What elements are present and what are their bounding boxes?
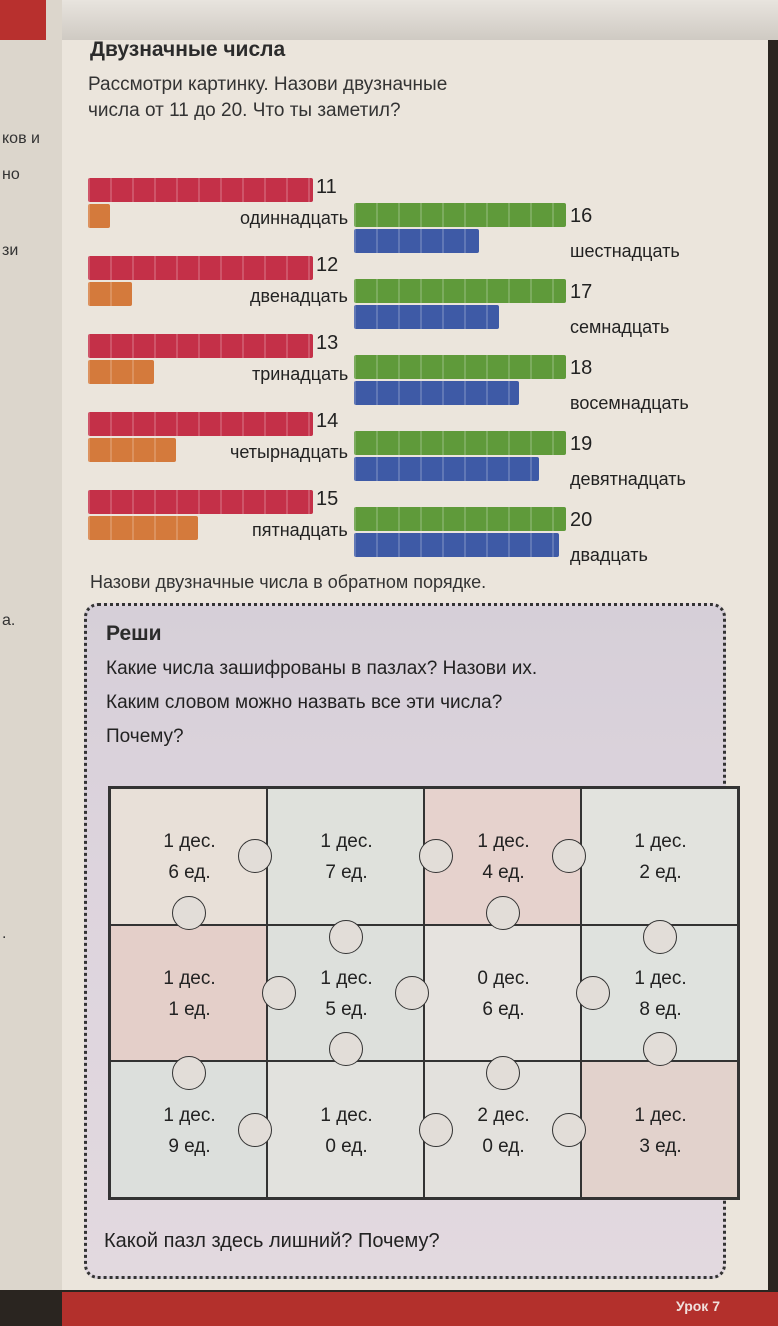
solve-line-1: Какие числа зашифрованы в пазлах? Назови их. <box>106 658 538 679</box>
puzzle-tens: 1 дес. <box>320 831 373 853</box>
number-word: семнадцать <box>570 317 670 337</box>
number-word: двенадцать <box>250 286 348 306</box>
number-label: 16 <box>570 205 593 227</box>
puzzle-value <box>606 963 716 1025</box>
left-fragment: . <box>2 925 7 942</box>
intro-line-2: числа от 11 до 20. Что ты заметил? <box>88 100 401 121</box>
tens-rod <box>88 256 313 280</box>
page-footer <box>62 1292 778 1326</box>
left-fragment: зи <box>2 242 19 259</box>
ones-rod <box>88 438 176 462</box>
top-edge <box>0 0 778 40</box>
puzzle-tens: 1 дес. <box>163 831 216 853</box>
tens-rod <box>354 507 566 531</box>
puzzle-tens: 1 дес. <box>477 831 530 853</box>
puzzle-value <box>449 963 559 1025</box>
number-label: 15 <box>316 488 339 510</box>
puzzle-knob <box>329 1032 363 1066</box>
ones-rod <box>354 305 499 329</box>
puzzle-grid <box>108 786 740 1200</box>
puzzle-ones: 5 ед. <box>325 998 368 1020</box>
puzzle-knob <box>552 1113 586 1147</box>
ones-rod <box>88 204 110 228</box>
puzzle-value <box>292 963 402 1025</box>
puzzle-knob <box>643 920 677 954</box>
puzzle-tens: 1 дес. <box>163 1104 216 1126</box>
number-label: 14 <box>316 410 339 432</box>
left-fragment: ков и <box>2 130 40 147</box>
number-word: пятнадцать <box>252 520 348 540</box>
puzzle-knob <box>486 1056 520 1090</box>
puzzle-piece <box>581 1061 738 1198</box>
number-word: девятнадцать <box>570 469 686 489</box>
ones-rod <box>354 457 539 481</box>
tens-rod <box>354 279 566 303</box>
puzzle-value <box>135 963 245 1025</box>
number-label: 18 <box>570 357 593 379</box>
puzzle-value <box>449 826 559 888</box>
puzzle-tens: 1 дес. <box>320 1104 373 1126</box>
puzzle-knob <box>329 920 363 954</box>
number-label: 11 <box>316 176 337 198</box>
page-title: Двузначные числа <box>90 38 286 61</box>
lesson-label: Урок 7 <box>676 1298 720 1314</box>
puzzle-ones: 8 ед. <box>639 998 682 1020</box>
puzzle-value <box>135 826 245 888</box>
puzzle-knob <box>172 896 206 930</box>
puzzle-piece <box>581 788 738 925</box>
number-word: двадцать <box>570 545 648 565</box>
puzzle-value <box>292 826 402 888</box>
puzzle-tens: 1 дес. <box>163 967 216 989</box>
tens-rod <box>354 355 566 379</box>
puzzle-knob <box>643 1032 677 1066</box>
puzzle-ones: 6 ед. <box>168 862 211 884</box>
puzzle-knob <box>576 976 610 1010</box>
puzzle-tens: 1 дес. <box>634 1104 687 1126</box>
ones-rod <box>88 282 132 306</box>
puzzle-piece <box>424 925 581 1062</box>
number-word: тринадцать <box>252 364 349 384</box>
left-page-red-corner <box>0 0 46 40</box>
puzzle-ones: 0 ед. <box>325 1135 368 1157</box>
tens-rod <box>354 431 566 455</box>
solve-line-2: Каким словом можно назвать все эти числа? <box>106 692 503 713</box>
ones-rod <box>88 360 154 384</box>
ones-rod <box>354 229 479 253</box>
puzzle-piece <box>267 788 424 925</box>
tens-rod <box>88 178 313 202</box>
reverse-order-task: Назови двузначные числа в обратном порядке. <box>90 572 487 592</box>
puzzle-tens: 1 дес. <box>320 967 373 989</box>
puzzle-knob <box>172 1056 206 1090</box>
puzzle-ones: 1 ед. <box>168 998 211 1020</box>
intro-line-1: Рассмотри картинку. Назови двузначные <box>88 74 448 95</box>
number-label: 19 <box>570 433 593 455</box>
puzzle-value <box>292 1100 402 1162</box>
solve-line-3: Почему? <box>106 726 184 747</box>
number-word: шестнадцать <box>570 241 680 261</box>
ones-rod <box>88 516 198 540</box>
puzzle-ones: 4 ед. <box>482 862 525 884</box>
solve-heading: Реши <box>106 622 162 645</box>
left-fragment: но <box>2 166 20 183</box>
puzzle-knob <box>262 976 296 1010</box>
puzzle-ones: 7 ед. <box>325 862 368 884</box>
puzzle-knob <box>395 976 429 1010</box>
puzzle-value <box>449 1100 559 1162</box>
puzzle-ones: 3 ед. <box>639 1135 682 1157</box>
number-label: 12 <box>316 254 339 276</box>
tens-rod <box>354 203 566 227</box>
tens-rod <box>88 334 313 358</box>
puzzle-piece <box>110 925 267 1062</box>
puzzle-value <box>606 826 716 888</box>
left-fragment: а. <box>2 612 16 629</box>
number-label: 13 <box>316 332 339 354</box>
puzzle-piece <box>267 1061 424 1198</box>
puzzle-ones: 2 ед. <box>639 862 682 884</box>
number-label: 17 <box>570 281 593 303</box>
tens-rod <box>88 490 313 514</box>
puzzle-knob <box>419 1113 453 1147</box>
ones-rod <box>354 381 519 405</box>
number-label: 20 <box>570 509 593 531</box>
puzzle-ones: 9 ед. <box>168 1135 211 1157</box>
odd-puzzle-question: Какой пазл здесь лишний? Почему? <box>104 1230 440 1252</box>
puzzle-value <box>135 1100 245 1162</box>
puzzle-value <box>606 1100 716 1162</box>
puzzle-tens: 1 дес. <box>634 831 687 853</box>
puzzle-tens: 0 дес. <box>477 967 530 989</box>
puzzle-tens: 1 дес. <box>634 967 687 989</box>
number-word: восемнадцать <box>570 393 689 413</box>
number-word: одиннадцать <box>240 208 349 228</box>
ones-rod <box>354 533 559 557</box>
left-page-edge <box>0 0 62 1290</box>
tens-rod <box>88 412 313 436</box>
puzzle-ones: 0 ед. <box>482 1135 525 1157</box>
puzzle-tens: 2 дес. <box>477 1104 530 1126</box>
number-word: четырнадцать <box>230 442 348 462</box>
puzzle-knob <box>238 1113 272 1147</box>
puzzle-knob <box>486 896 520 930</box>
puzzle-ones: 6 ед. <box>482 998 525 1020</box>
